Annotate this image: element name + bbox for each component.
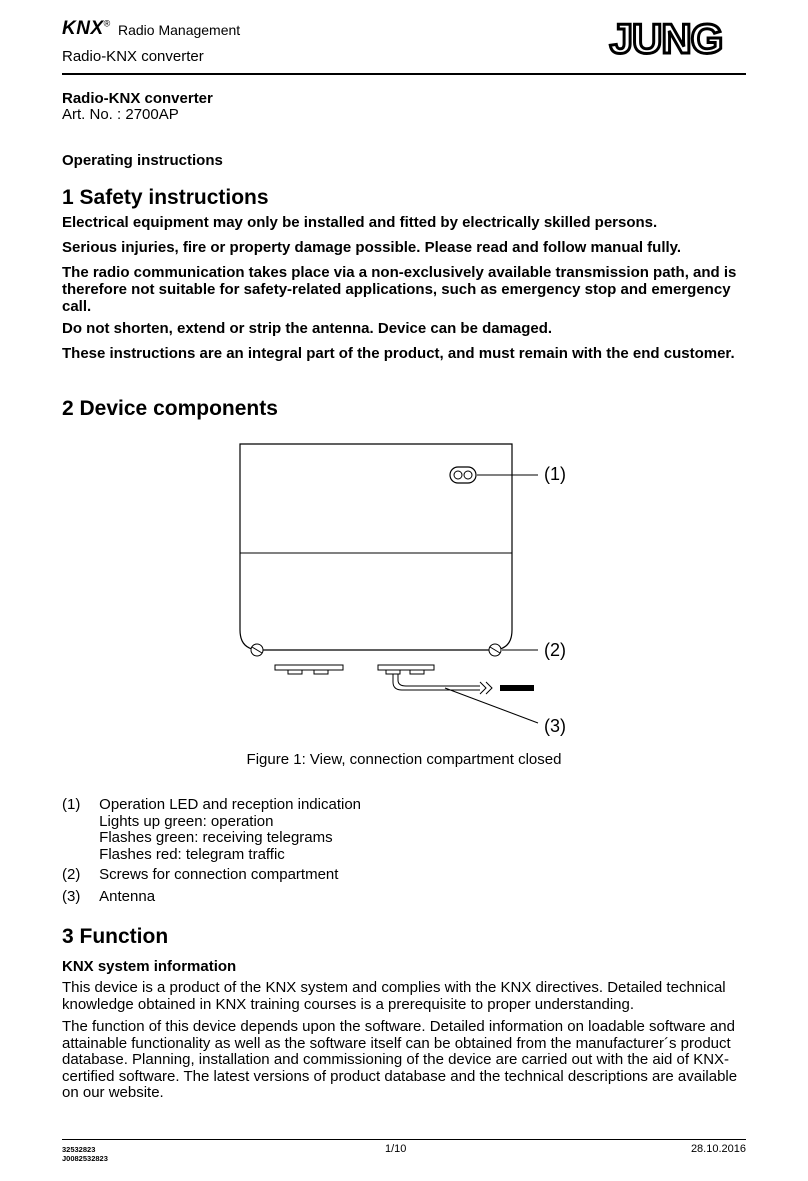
safety-item: The radio communication takes place via a non-exclusively available transmission path, and is therefore not suitable for safety-related applications, such as emergency stop and emergency call. [62, 264, 737, 315]
jung-logo-mark [586, 20, 746, 60]
function-paragraph: The function of this device depends upon the software. Detailed information on loadable software and attainable functionality as well as the software itself can be obtained from the manufacturer´s product database. Planning, installation and commissioning of the device are carried out with the aid of KNX-certified software. The latest versions of product database and the technical descriptions are available on our website. [62, 1018, 738, 1101]
cable-gland-right [378, 665, 434, 670]
safety-item: Electrical equipment may only be installed and fitted by electrically skilled persons. [62, 214, 658, 231]
knx-system-information-heading: KNX system information [62, 958, 237, 975]
section-2-heading: 2 Device components [62, 397, 278, 420]
operating-instructions-label: Operating instructions [62, 152, 223, 169]
safety-item: These instructions are an integral part of the product, and must remain with the end customer. [62, 345, 735, 362]
header-rule [62, 73, 746, 75]
callout-3: (3) [544, 716, 566, 736]
article-number: Art. No. : 2700AP [62, 106, 179, 123]
doc-title: Radio-KNX converter [62, 90, 213, 107]
screw-right [489, 644, 538, 656]
header-category: Radio Management [118, 22, 241, 38]
figure-caption: Figure 1: View, connection compartment closed [246, 751, 562, 768]
antenna [393, 674, 480, 690]
footer-codes: 32532823 J0082532823 [62, 1145, 108, 1163]
section-1-heading: 1 Safety instructions [62, 186, 269, 209]
callout-2: (2) [544, 640, 566, 660]
cable-gland-left [275, 665, 343, 670]
knx-logo: KNX® [62, 18, 111, 39]
screw-left [251, 644, 263, 656]
jung-logo-text: JUNG [609, 20, 723, 60]
section-3-heading: 3 Function [62, 925, 169, 948]
jung-logo [586, 20, 746, 65]
callout-1: (1) [544, 464, 566, 484]
list-item: (2) Screws for connection compartment [62, 866, 339, 883]
list-item: (1) Operation LED and reception indication Lights up green: operation Flashes green: receiving telegrams Flashes red: telegram traffic [62, 796, 362, 863]
device-figure [230, 440, 590, 745]
footer-rule [62, 1139, 746, 1140]
footer-date: 28.10.2016 [690, 1143, 746, 1155]
page-number: 1/10 [385, 1143, 407, 1155]
header-product: Radio-KNX converter [62, 48, 204, 65]
function-paragraph: This device is a product of the KNX system and complies with the KNX directives. Detailed technical knowledge obtained in KNX training courses is a prerequisite to proper understanding. [62, 979, 726, 1013]
safety-item: Serious injuries, fire or property damage possible. Please read and follow manual fully. [62, 239, 682, 256]
list-item: (3) Antenna [62, 888, 156, 905]
safety-item: Do not shorten, extend or strip the antenna. Device can be damaged. [62, 320, 553, 337]
